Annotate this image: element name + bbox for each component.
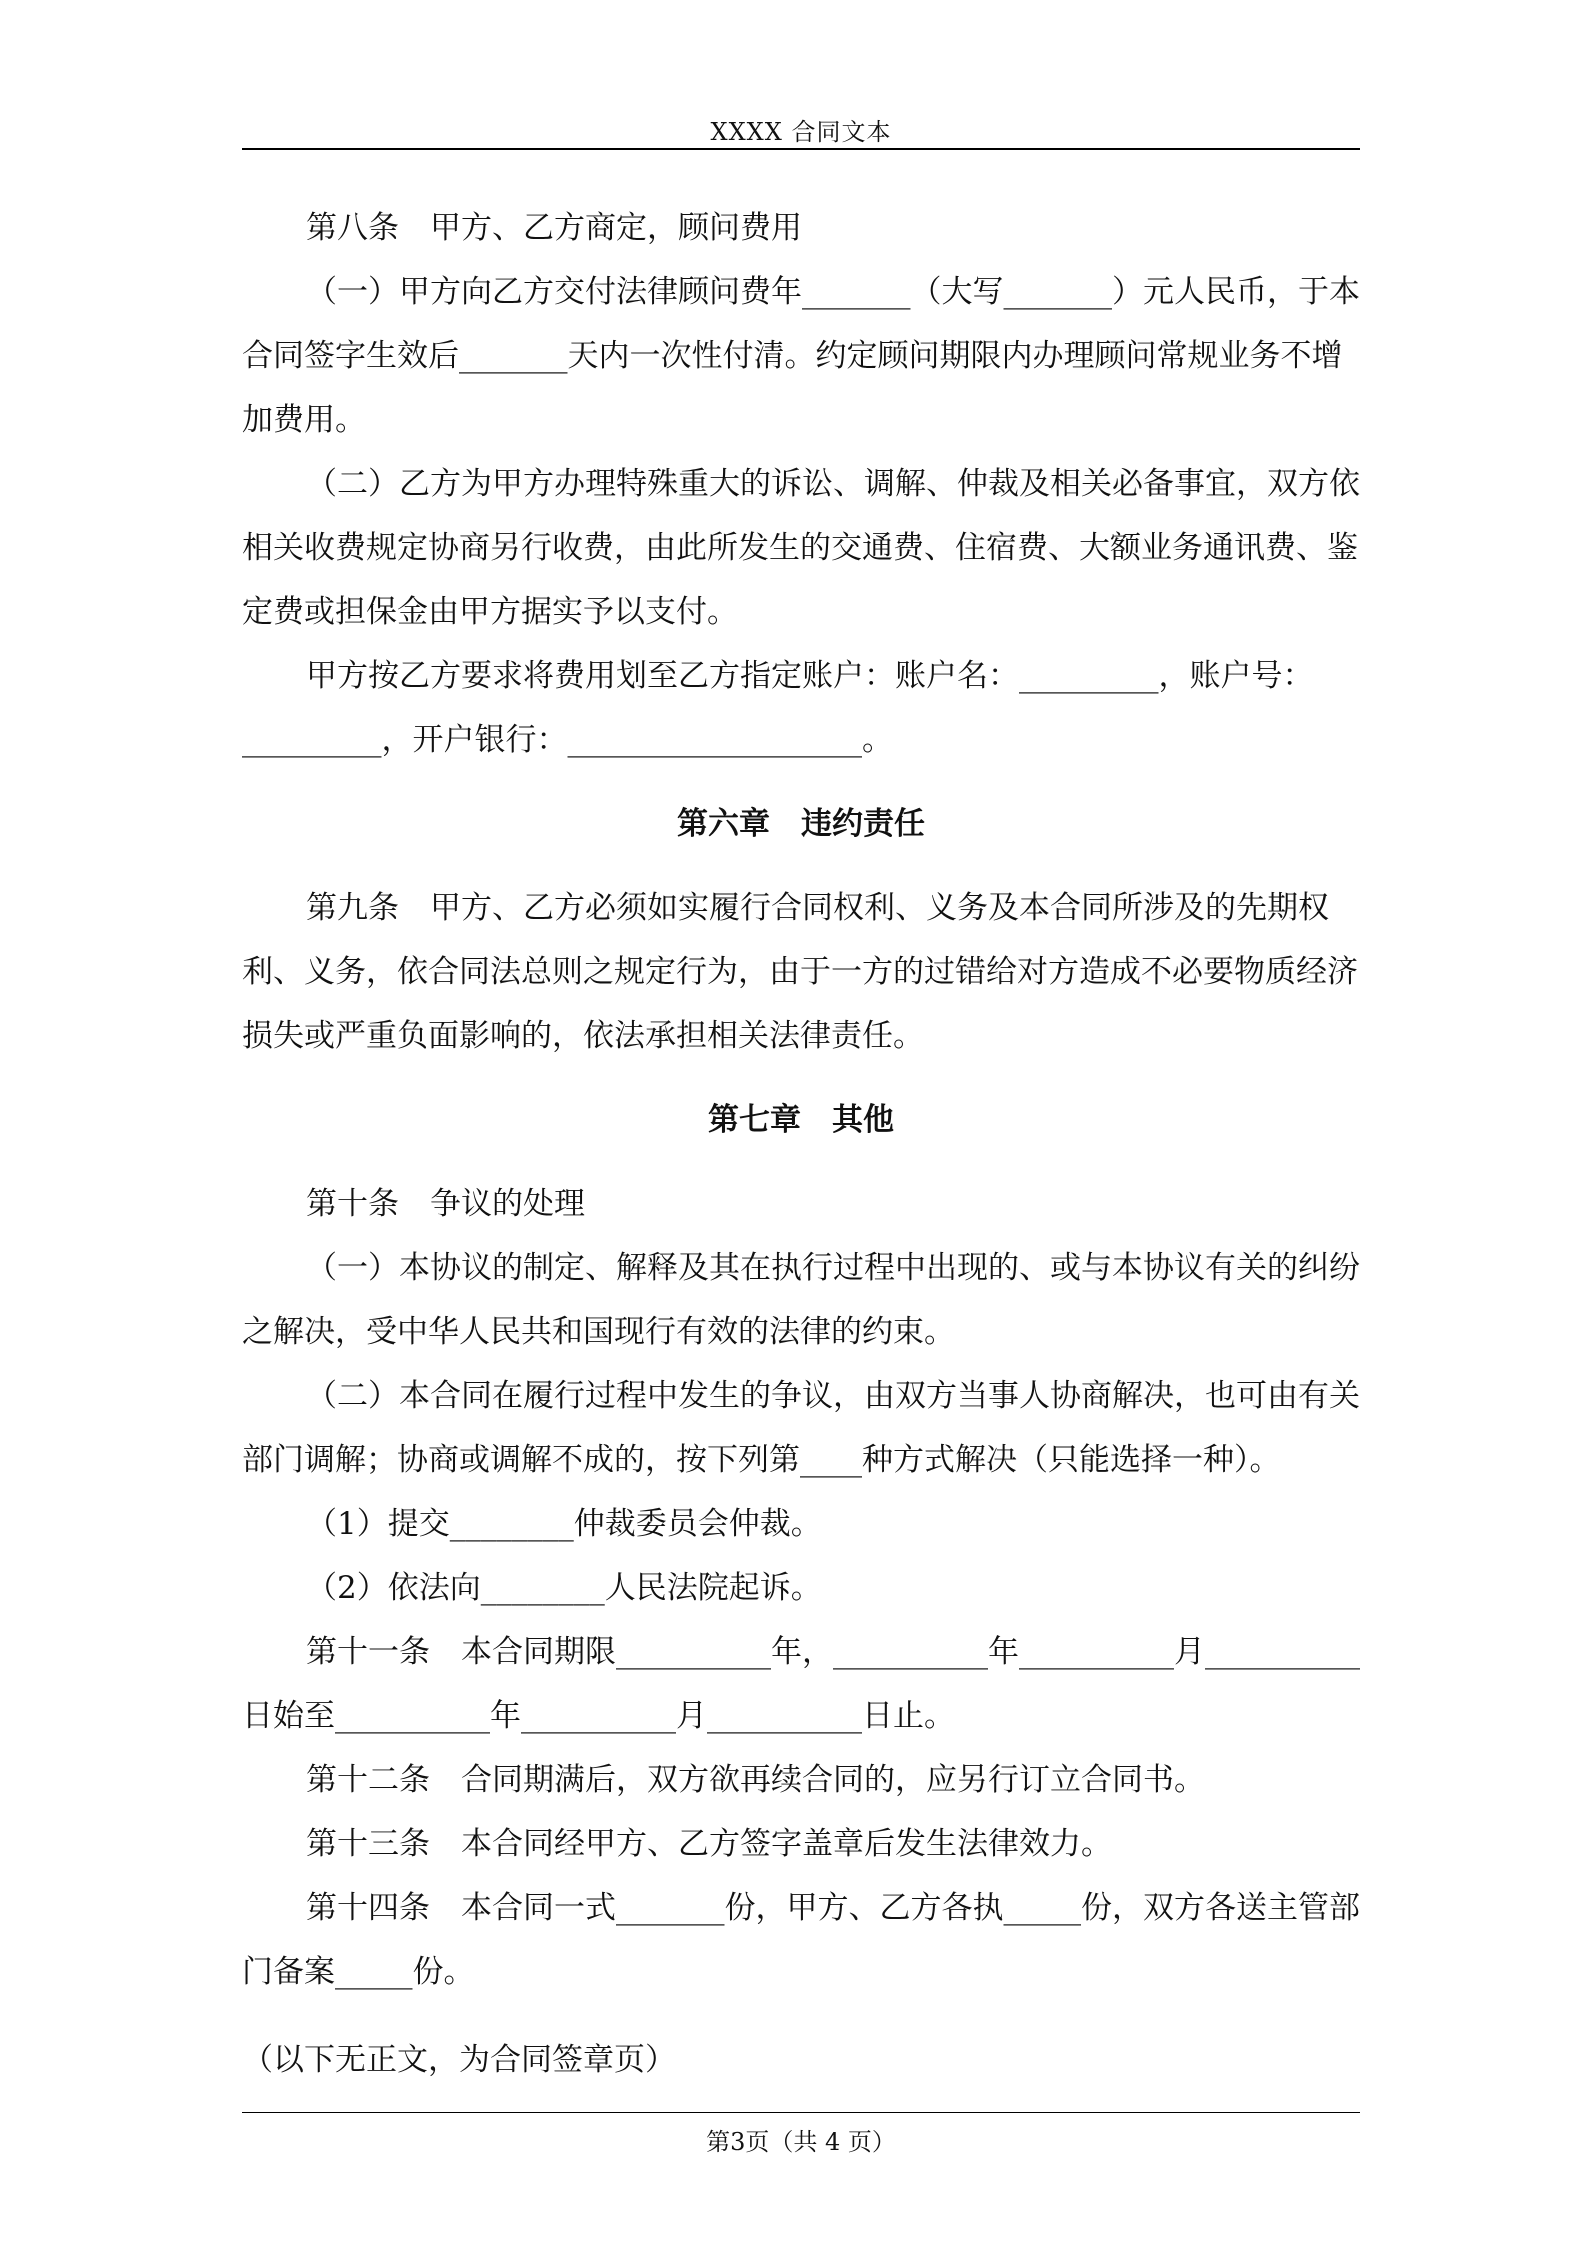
article-12: 第十二条 合同期满后，双方欲再续合同的，应另行订立合同书。 bbox=[306, 1762, 1205, 1798]
article-10-option-2: （2）依法向________人民法院起诉。 bbox=[306, 1570, 822, 1606]
article-11: 第十一条 本合同期限__________年，__________年__________月__________日始至__________年__________月__________日止。 bbox=[242, 1634, 1360, 1734]
chapter-6-heading: 第六章 违约责任 bbox=[677, 806, 925, 842]
article-10-title: 第十条 争议的处理 bbox=[306, 1186, 585, 1222]
article-10-clause-2: （二）本合同在履行过程中发生的争议，由双方当事人协商解决，也可由有关部门调解；协商或调解不成的，按下列第____种方式解决（只能选择一种）。 bbox=[242, 1378, 1360, 1478]
article-10-clause-1: （一）本协议的制定、解释及其在执行过程中出现的、或与本协议有关的纠纷之解决，受中华人民共和国现行有效的法律的约束。 bbox=[242, 1250, 1360, 1350]
page-number: 第3页（共 4 页） bbox=[706, 2128, 896, 2156]
article-13: 第十三条 本合同经甲方、乙方签字盖章后发生法律效力。 bbox=[306, 1826, 1112, 1862]
header-rule bbox=[242, 148, 1360, 150]
article-9: 第九条 甲方、乙方必须如实履行合同权利、义务及本合同所涉及的先期权利、义务，依合同法总则之规定行为，由于一方的过错给对方造成不必要物质经济损失或严重负面影响的，依法承担相关法律责任。 bbox=[242, 890, 1358, 1054]
article-8-clause-1: （一）甲方向乙方交付法律顾问费年_______（大写_______）元人民币，于本合同签字生效后_______天内一次性付清。约定顾问期限内办理顾问常规业务不增加费用。 bbox=[242, 274, 1360, 438]
article-8-clause-2: （二）乙方为甲方办理特殊重大的诉讼、调解、仲裁及相关必备事宜，双方依相关收费规定协商另行收费，由此所发生的交通费、住宿费、大额业务通讯费、鉴定费或担保金由甲方据实予以支付。 bbox=[242, 466, 1360, 630]
article-8-account-info: 甲方按乙方要求将费用划至乙方指定账户：账户名：_________，账户号：_________，开户银行：___________________。 bbox=[242, 658, 1314, 758]
chapter-7-heading: 第七章 其他 bbox=[708, 1102, 894, 1138]
article-8-title: 第八条 甲方、乙方商定，顾问费用 bbox=[306, 210, 802, 246]
document-body bbox=[242, 196, 1360, 2092]
page-header-title: XXXX 合同文本 bbox=[710, 118, 892, 146]
article-10-option-1: （1）提交________仲裁委员会仲裁。 bbox=[306, 1506, 822, 1542]
closing-note: （以下无正文，为合同签章页） bbox=[242, 2042, 676, 2078]
footer-rule bbox=[242, 2112, 1360, 2113]
article-14: 第十四条 本合同一式_______份，甲方、乙方各执_____份，双方各送主管部门备案_____份。 bbox=[242, 1890, 1360, 1990]
